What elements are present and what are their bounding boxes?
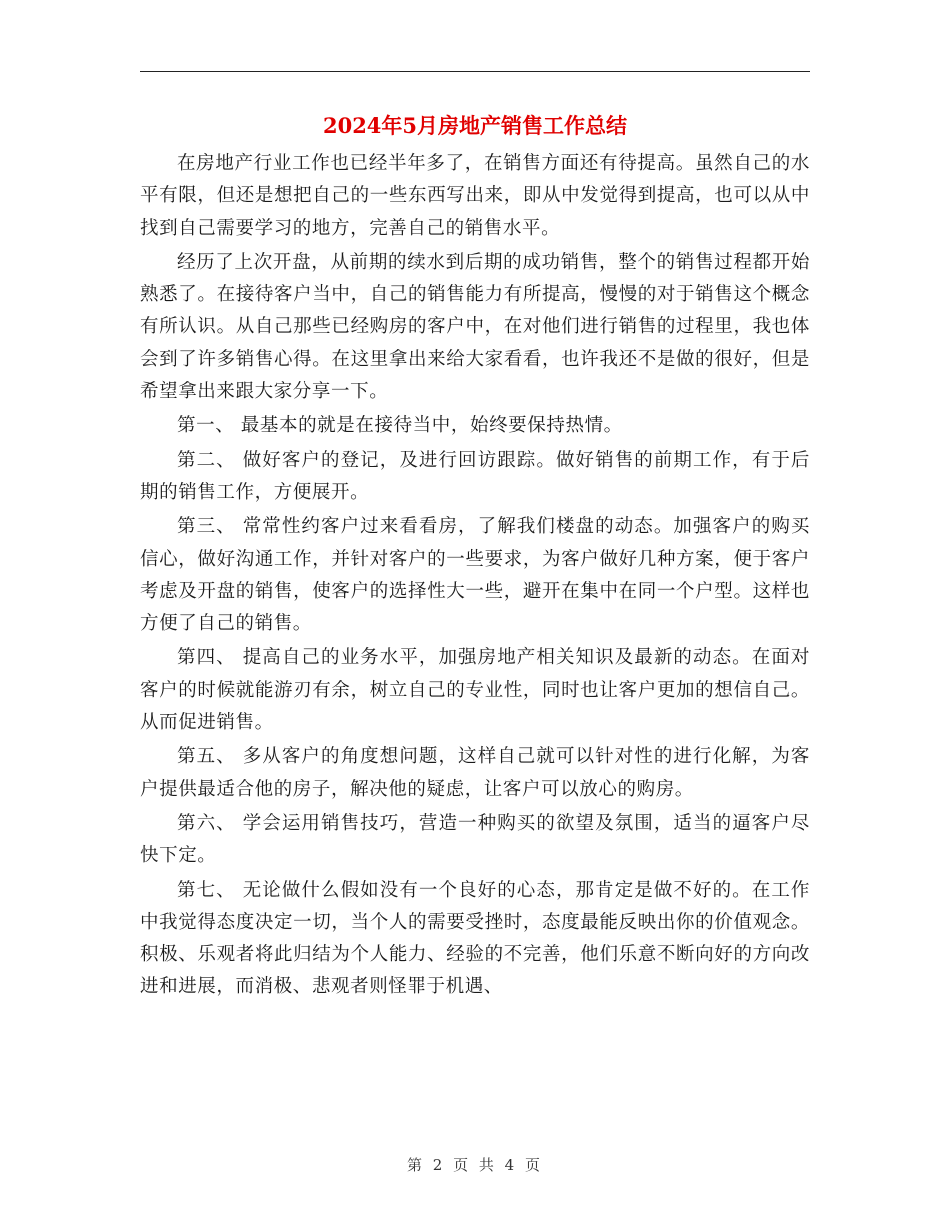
paragraph: 经历了上次开盘，从前期的续水到后期的成功销售，整个的销售过程都开始熟悉了。在接待客户当中，自己的销售能力有所提高，慢慢的对于销售这个概念有所认识。从自己那些已经购房的客户中，在对他们进行销售的过程里，我也体会到了许多销售心得。在这里拿出来给大家看看，也许我还不是做的很好，但是希望拿出来跟大家分享一下。 <box>140 251 810 403</box>
paragraph: 在房地产行业工作也已经半年多了，在销售方面还有待提高。虽然自己的水平有限，但还是想把自己的一些东西写出来，即从中发觉得到提高，也可以从中找到自己需要学习的地方，完善自己的销售水平。 <box>140 153 810 239</box>
paragraph: 第六、 学会运用销售技巧，营造一种购买的欲望及氛围，适当的逼客户尽快下定。 <box>140 812 810 867</box>
paragraph: 第七、 无论做什么假如没有一个良好的心态，那肯定是做不好的。在工作中我觉得态度决定一切，当个人的需要受挫时，态度最能反映出你的价值观念。积极、乐观者将此归结为个人能力、经验的不完善，他们乐意不断向好的方向改进和进展，而消极、悲观者则怪罪于机遇、 <box>140 879 810 998</box>
paragraph: 第二、 做好客户的登记，及进行回访跟踪。做好销售的前期工作，有于后期的销售工作，方便展开。 <box>140 449 810 503</box>
header-rule <box>140 71 810 72</box>
paragraph: 第五、 多从客户的角度想问题，这样自己就可以针对性的进行化解，为客户提供最适合他的房子，解决他的疑虑，让客户可以放心的购房。 <box>140 746 810 800</box>
paragraph: 第一、 最基本的就是在接待当中，始终要保持热情。 <box>177 415 623 437</box>
page-number: 第 2 页 共 4 页 <box>407 1156 543 1174</box>
paragraph: 第四、 提高自己的业务水平，加强房地产相关知识及最新的动态。在面对客户的时候就能游刃有余，树立自己的专业性，同时也让客户更加的想信自己。从而促进销售。 <box>140 647 810 734</box>
paragraph: 第三、 常常性约客户过来看看房，了解我们楼盘的动态。加强客户的购买信心，做好沟通工作，并针对客户的一些要求，为客户做好几种方案，便于客户考虑及开盘的销售，使客户的选择性大一些，避开在集中在同一个户型。这样也方便了自己的销售。 <box>140 516 810 635</box>
document-title: 2024年5月房地产销售工作总结 <box>322 113 628 138</box>
document-body <box>140 148 810 1006</box>
